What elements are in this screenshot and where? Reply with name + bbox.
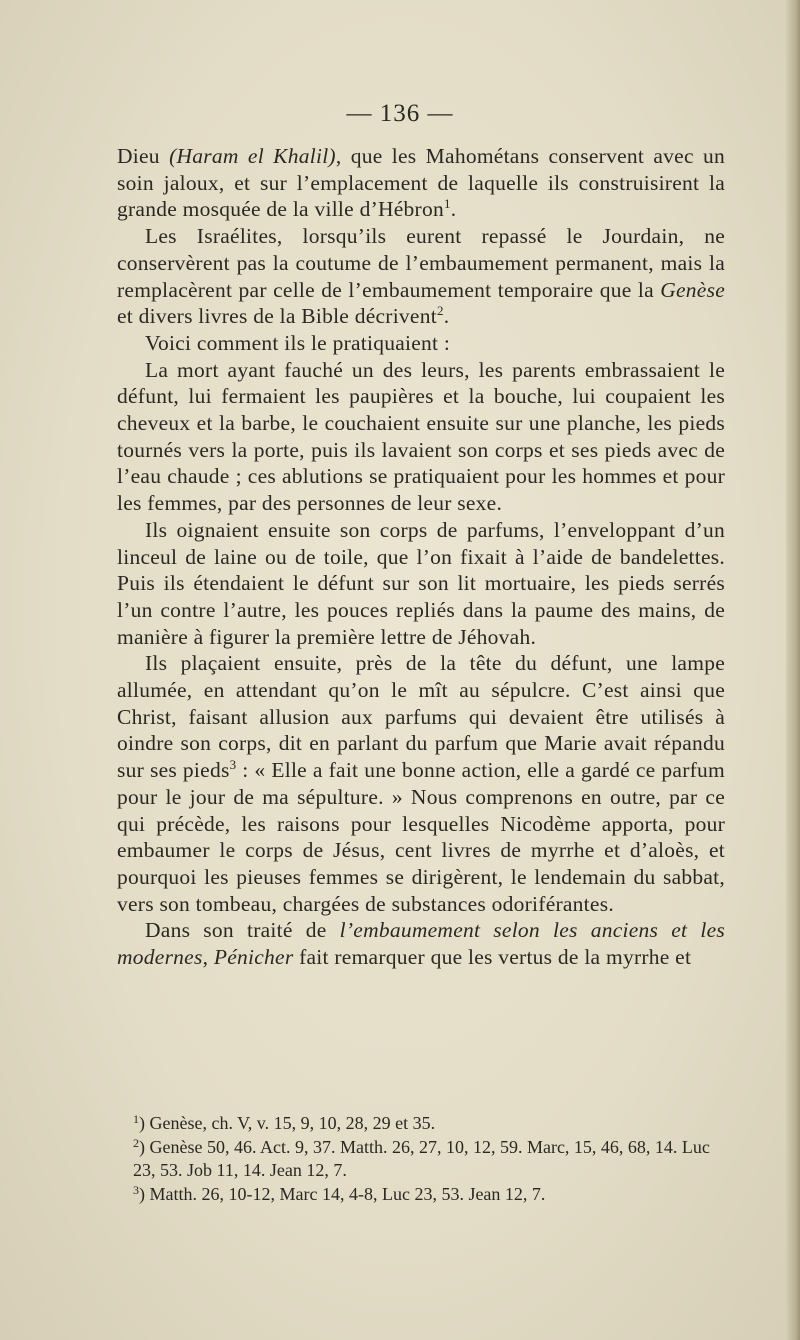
text-run: fait remarquer que les vertus de la myrrhe et	[293, 945, 692, 970]
text-run: .	[443, 304, 450, 329]
text-run: Voici comment ils le pratiquaient :	[145, 330, 451, 355]
footnote-reference[interactable]: 2	[436, 303, 444, 319]
italic-text: Pénicher	[213, 945, 294, 970]
footnote	[117, 1183, 725, 1207]
text-run: Ils oignaient ensuite son corps de parfums, l’enveloppant d’un linceul de laine ou de toile, que l’on fixait à l’aide de bandelettes. Puis ils étendaient le défunt sur son lit mortuaire, les pieds serrés l’un contre l’autre, les pouces repliés dans la paume des mains, de manière à figurer la première lettre de Jéhovah.	[117, 517, 725, 649]
text-run: .	[450, 197, 457, 222]
paragraph	[117, 517, 725, 651]
footnote-reference[interactable]: 3	[229, 757, 237, 773]
paragraph	[117, 143, 725, 223]
paragraph	[117, 917, 725, 970]
text-run: et divers livres de la Bible décrivent	[117, 304, 437, 329]
footnote-text: ) Genèse, ch. V, v. 15, 9, 10, 28, 29 et 35.	[139, 1113, 436, 1133]
text-run: Dieu	[117, 144, 170, 168]
footnote	[117, 1112, 725, 1136]
footnote-number: 2	[133, 1135, 139, 1150]
footnote-number: 1	[133, 1112, 139, 1126]
text-run: , que les Mahométans conservent avec un soin jaloux, et sur l’emplacement de laquelle ils construisirent la grande mosquée de la ville d’Hébron	[117, 144, 725, 222]
paragraph	[117, 357, 725, 517]
italic-text: l’embaumement selon les anciens et les modernes	[117, 918, 726, 970]
paragraph	[117, 223, 725, 330]
text-run: : « Elle a fait une bonne action, elle a gardé ce parfum pour le jour de ma sépulture. » Nous comprenons en outre, par ce qui précède, les raisons pour lesquelles Nicodème apporta, pour embaumer le corps de Jésus, cent livres de myrrhe et d’aloès, et pourquoi les pieuses femmes se dirigèrent, le lendemain du sabbat, vers son tombeau, chargées de substances odoriférantes.	[117, 758, 725, 916]
text-run: Ils plaçaient ensuite, près de la tête du défunt, une lampe allumée, en attendant qu’on le mît au sépulcre. C’est ainsi que Christ, faisant allusion aux parfums qui devaient être utilisés à oindre son corps, dit en parlant du parfum que Marie avait répandu sur ses pieds	[117, 651, 725, 783]
footnotes	[117, 1112, 725, 1206]
footnote-reference[interactable]: 1	[443, 196, 451, 212]
footnote-text: ) Matth. 26, 10-12, Marc 14, 4-8, Luc 23, 53. Jean 12, 7.	[139, 1183, 546, 1204]
footnote	[117, 1136, 725, 1183]
text-run: Les Israélites, lorsqu’ils eurent repassé le Jourdain, ne conservèrent pas la coutume de l’embaumement permanent, mais la remplacèrent par celle de l’embaumement temporaire que la	[117, 224, 725, 302]
italic-text: (Haram el Khalil)	[169, 144, 336, 168]
page-edge	[786, 0, 800, 1340]
text-run: Dans son traité de	[145, 918, 340, 943]
italic-text: Genèse	[660, 277, 725, 302]
text-run: La mort ayant fauché un des leurs, les parents embrassaient le défunt, lui fermaient les paupières et la bouche, lui coupaient les cheveux et la barbe, le couchaient ensuite sur une planche, les pieds tournés vers la porte, puis ils lavaient son corps et ses pieds avec de l’eau chaude ; ces ablutions se pratiquaient pour les hommes et pour les femmes, par des personnes de leur sexe.	[117, 357, 725, 516]
footnote-text: ) Genèse 50, 46. Act. 9, 37. Matth. 26, 27, 10, 12, 59. Marc, 15, 46, 68, 14. Luc 23, 53. Job 11, 14. Jean 12, 7.	[133, 1136, 710, 1180]
page-number: — 136 —	[346, 100, 454, 127]
text-run: ,	[202, 945, 214, 970]
footnote-number: 3	[133, 1182, 139, 1197]
paragraph	[117, 330, 725, 357]
body-text	[117, 143, 725, 971]
paragraph	[117, 650, 725, 917]
